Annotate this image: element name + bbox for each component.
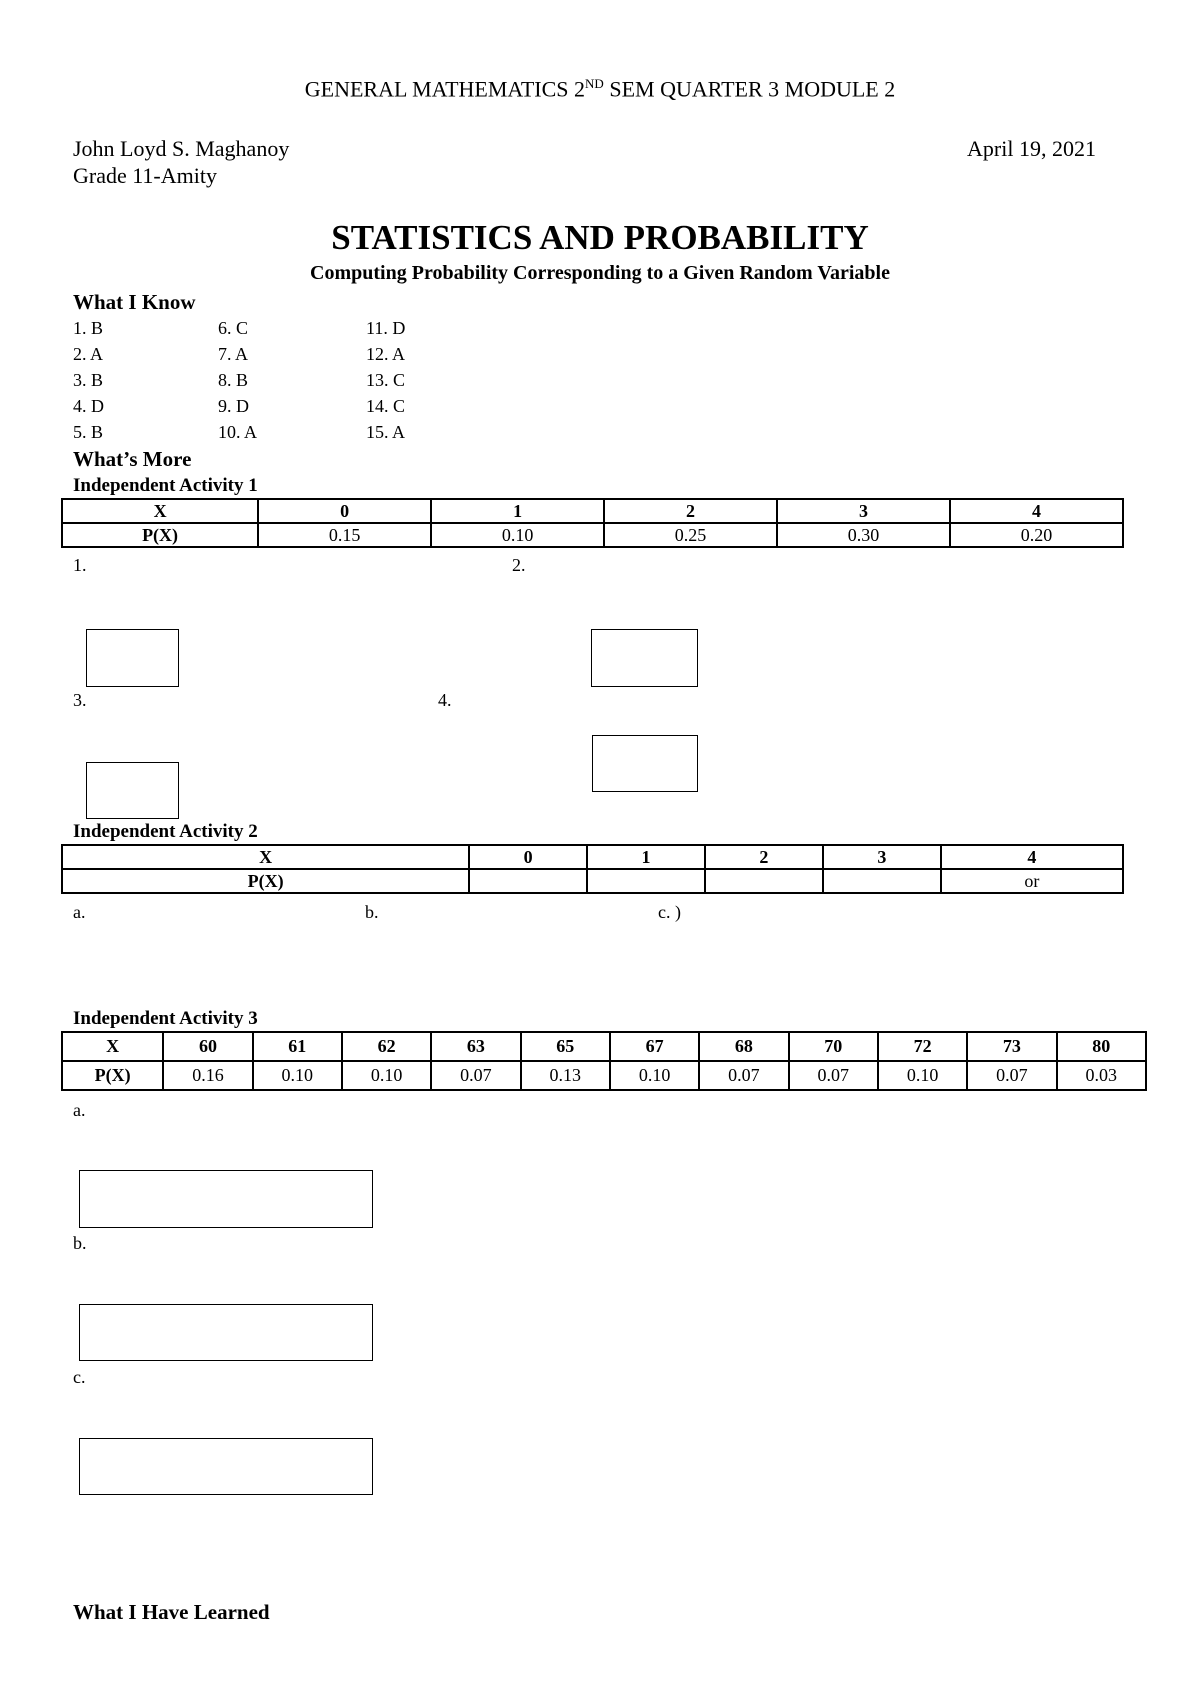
activity-1-heading: Independent Activity 1	[73, 475, 258, 496]
table-cell: 0.10	[253, 1061, 342, 1090]
item-label: b.	[73, 1233, 87, 1253]
answer-item: 15. A	[366, 422, 406, 442]
table-row	[62, 1061, 1146, 1090]
table-cell: 0.10	[878, 1061, 967, 1090]
table-header-cell: 4	[941, 845, 1123, 869]
answer-item: 13. C	[366, 370, 406, 390]
table-header-cell: 1	[431, 499, 604, 523]
answer-item: 2. A	[73, 344, 104, 364]
answer-item: 3. B	[73, 370, 104, 390]
table-header-cell: 65	[521, 1032, 610, 1061]
answer-box	[79, 1304, 373, 1361]
what-i-have-learned-heading: What I Have Learned	[73, 1600, 270, 1624]
answer-item: 8. B	[218, 370, 249, 390]
answer-box	[86, 629, 179, 687]
table-cell: 0.07	[699, 1061, 788, 1090]
table-cell: or	[941, 869, 1123, 893]
item-label: a.	[73, 902, 86, 922]
table-cell: 0.15	[258, 523, 431, 547]
table-header-cell: 2	[604, 499, 777, 523]
student-grade: Grade 11-Amity	[73, 163, 217, 188]
table-cell	[587, 869, 705, 893]
table-cell	[705, 869, 823, 893]
item-label: 1.	[73, 555, 87, 575]
item-label: a.	[73, 1100, 86, 1120]
table-cell: 0.03	[1057, 1061, 1146, 1090]
table-cell: 0.07	[967, 1061, 1056, 1090]
what-i-know-heading: What I Know	[73, 290, 196, 314]
table-header-cell: 63	[431, 1032, 520, 1061]
activity-2-table	[61, 844, 1124, 894]
item-label: c. )	[658, 902, 681, 922]
module-header	[0, 76, 1200, 102]
table-header-cell: X	[62, 499, 258, 523]
answer-box	[86, 762, 179, 819]
student-name: John Loyd S. Maghanoy	[73, 136, 290, 161]
answer-item: 6. C	[218, 318, 249, 338]
activity-3-table	[61, 1031, 1147, 1091]
answer-item: 9. D	[218, 396, 249, 416]
table-header-cell: 67	[610, 1032, 699, 1061]
answer-item: 10. A	[218, 422, 258, 442]
activity-1-table	[61, 498, 1124, 548]
table-cell: 0.13	[521, 1061, 610, 1090]
table-header-cell: 3	[777, 499, 950, 523]
table-row-label: P(X)	[62, 523, 258, 547]
item-label: b.	[365, 902, 379, 922]
table-header-cell: 73	[967, 1032, 1056, 1061]
whats-more-heading: What’s More	[73, 447, 192, 471]
table-header-cell: 1	[587, 845, 705, 869]
item-label: 3.	[73, 690, 87, 710]
table-cell: 0.30	[777, 523, 950, 547]
answer-item: 14. C	[366, 396, 406, 416]
table-row-label: P(X)	[62, 869, 469, 893]
table-header-cell: 72	[878, 1032, 967, 1061]
table-header-cell: 60	[163, 1032, 252, 1061]
item-label: 4.	[438, 690, 452, 710]
table-cell	[469, 869, 587, 893]
answer-box	[591, 629, 698, 687]
table-header-cell: 80	[1057, 1032, 1146, 1061]
table-row	[62, 523, 1123, 547]
header-prefix: GENERAL MATHEMATICS 2	[304, 76, 586, 102]
table-cell: 0.16	[163, 1061, 252, 1090]
document-date: April 19, 2021	[967, 136, 1096, 161]
table-header-cell: 0	[258, 499, 431, 523]
page-subtitle: Computing Probability Corresponding to a Given Random Variable	[310, 262, 890, 284]
table-cell: 0.10	[610, 1061, 699, 1090]
table-row-label: P(X)	[62, 1061, 163, 1090]
table-header-cell: X	[62, 1032, 163, 1061]
table-row	[62, 1032, 1146, 1061]
table-header-cell: 62	[342, 1032, 431, 1061]
table-header-cell: 4	[950, 499, 1123, 523]
header-superscript: ND	[585, 76, 604, 91]
answer-item: 4. D	[73, 396, 104, 416]
answer-item: 7. A	[218, 344, 249, 364]
table-cell	[823, 869, 941, 893]
table-row	[62, 845, 1123, 869]
header-suffix: SEM QUARTER 3 MODULE 2	[603, 76, 896, 102]
table-header-cell: X	[62, 845, 469, 869]
table-cell: 0.20	[950, 523, 1123, 547]
activity-3-heading: Independent Activity 3	[73, 1008, 258, 1029]
table-header-cell: 61	[253, 1032, 342, 1061]
answer-box	[79, 1170, 373, 1228]
page-title: STATISTICS AND PROBABILITY	[331, 218, 869, 257]
table-cell: 0.07	[431, 1061, 520, 1090]
table-cell: 0.10	[342, 1061, 431, 1090]
table-header-cell: 0	[469, 845, 587, 869]
answer-item: 11. D	[366, 318, 406, 338]
item-label: 2.	[512, 555, 526, 575]
activity-2-heading: Independent Activity 2	[73, 821, 258, 842]
table-row	[62, 499, 1123, 523]
table-cell: 0.10	[431, 523, 604, 547]
table-cell: 0.07	[789, 1061, 878, 1090]
table-header-cell: 2	[705, 845, 823, 869]
table-cell: 0.25	[604, 523, 777, 547]
answer-item: 1. B	[73, 318, 104, 338]
answer-item: 5. B	[73, 422, 104, 442]
table-header-cell: 70	[789, 1032, 878, 1061]
table-header-cell: 3	[823, 845, 941, 869]
table-row	[62, 869, 1123, 893]
answer-item: 12. A	[366, 344, 406, 364]
table-header-cell: 68	[699, 1032, 788, 1061]
answer-box	[592, 735, 698, 792]
item-label: c.	[73, 1367, 86, 1387]
answer-box	[79, 1438, 373, 1495]
